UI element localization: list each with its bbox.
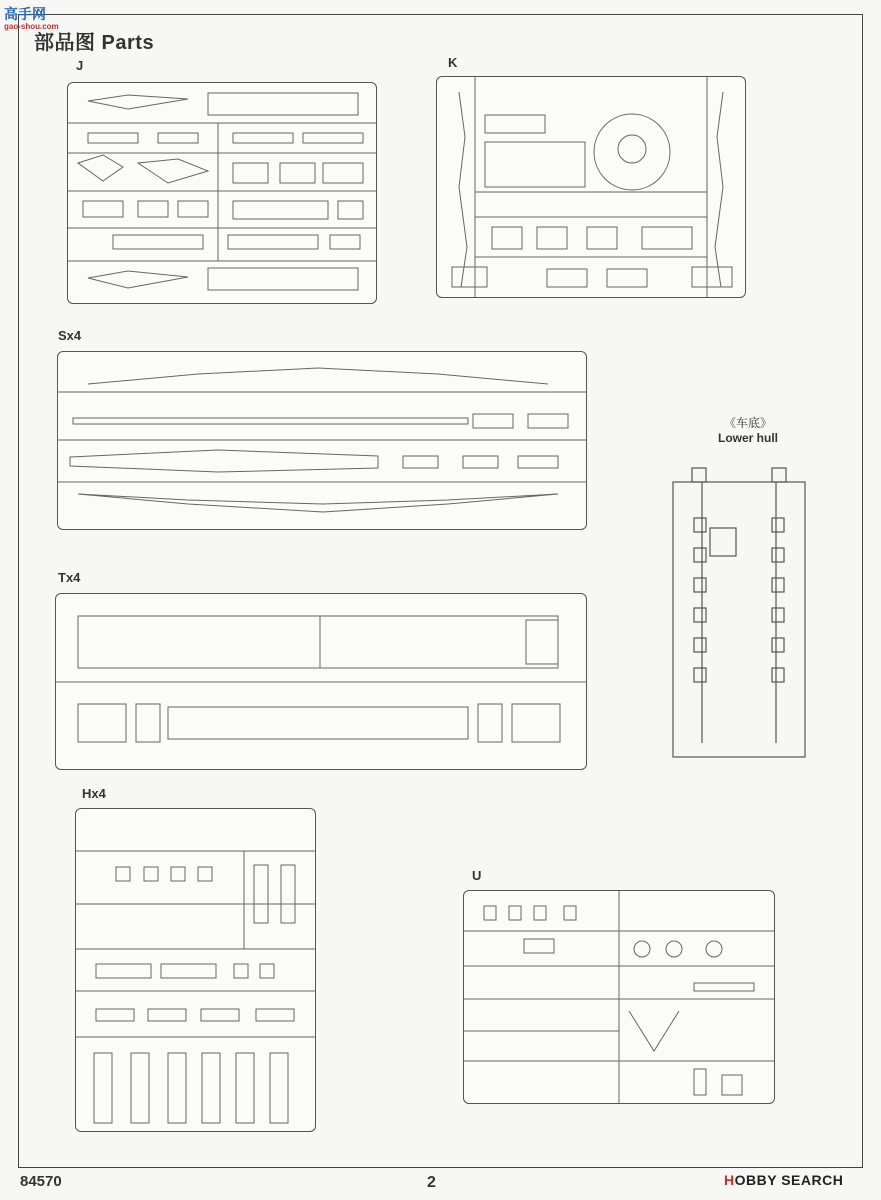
sprue-u-drawing	[464, 891, 774, 1103]
lower-hull-label	[718, 414, 778, 445]
lower-hull-cn: 《车底》	[723, 416, 772, 430]
sprue-k	[436, 76, 746, 298]
lower-hull-drawing	[672, 458, 806, 758]
page-number: 2	[427, 1174, 436, 1191]
lower-hull-svg	[672, 458, 806, 758]
page-title: 部品图 Parts	[34, 32, 155, 54]
sprue-j-drawing	[68, 83, 376, 303]
sprue-hx4	[75, 808, 316, 1132]
kit-number: 84570	[20, 1173, 62, 1190]
sprue-label-sx4: Sx4	[58, 328, 82, 343]
sprue-tx4	[55, 593, 587, 770]
sprue-sx4-drawing	[58, 352, 586, 529]
sprue-label-tx4: Tx4	[58, 570, 81, 585]
sprue-hx4-drawing	[76, 809, 315, 1131]
sprue-label-k: K	[448, 55, 458, 70]
sprue-sx4	[57, 351, 587, 530]
sprue-label-u: U	[472, 868, 482, 883]
sprue-tx4-drawing	[56, 594, 586, 769]
sprue-k-drawing	[437, 77, 745, 297]
sprue-label-hx4: Hx4	[82, 786, 106, 801]
hobby-search-prefix: H	[724, 1172, 735, 1188]
hobby-search-logo	[724, 1172, 843, 1188]
lower-hull-en: Lower hull	[718, 431, 778, 445]
watermark-brand: 高手网	[4, 6, 46, 22]
hobby-search-brand: OBBY SEARCH	[734, 1172, 844, 1188]
sprue-j	[67, 82, 377, 304]
sprue-u	[463, 890, 775, 1104]
watermark-url: gao-shou.com	[4, 22, 59, 31]
sprue-label-j: J	[76, 58, 84, 73]
